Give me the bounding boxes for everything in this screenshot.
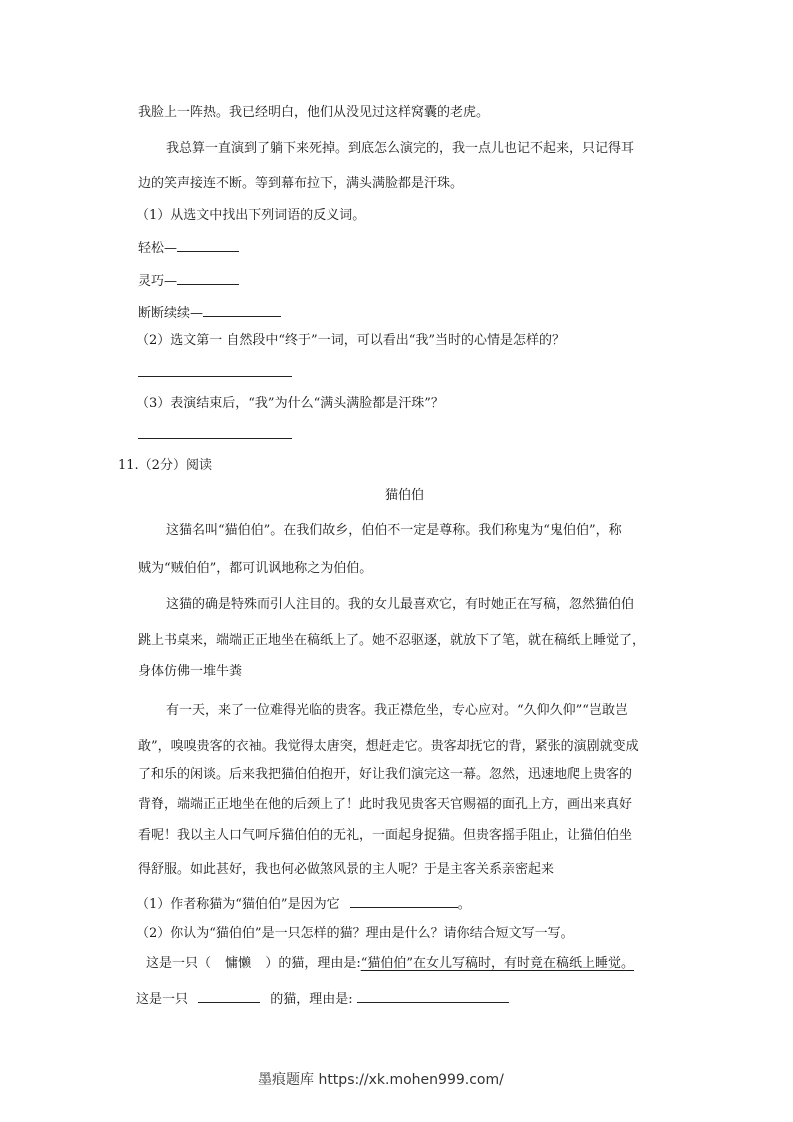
answer-blank[interactable] xyxy=(203,302,281,317)
answer-row xyxy=(136,988,509,1009)
question-10-1: （1）从选文中找出下列词语的反义词。 xyxy=(136,208,366,223)
answer-blank[interactable] xyxy=(177,270,239,285)
passage-line: 这猫的确是特殊而引人注目的。我的女儿最喜欢它，有时她正在写稿，忽然猫伯伯 xyxy=(166,597,635,612)
example-text: 这是一只（ xyxy=(146,956,212,971)
passage-line: 这猫名叫“猫伯伯”。在我们故乡，伯伯不一定是尊称。我们称鬼为“鬼伯伯”，称 xyxy=(166,523,622,538)
example-reason: “猫伯伯”在女儿写稿时，有时竟在稿纸上睡觉。 xyxy=(360,956,634,971)
passage-line: 边的笑声接连不断。等到幕布拉下，满头满脸都是汗珠。 xyxy=(138,176,464,191)
answer-text: 的猫，理由是: xyxy=(270,992,353,1007)
answer-blank[interactable] xyxy=(198,988,260,1003)
antonym-row xyxy=(138,302,281,323)
passage-title: 猫伯伯 xyxy=(385,488,425,503)
answer-line[interactable] xyxy=(138,362,292,383)
question-text: （1）作者称猫为“猫伯伯”是因为它 xyxy=(136,897,340,912)
passage-line: 跳上书桌来，端端正正地坐在稿纸上了。她不忍驱逐，就放下了笔，就在稿纸上睡觉了， xyxy=(138,633,646,648)
passage-line: 了和乐的闲谈。后来我把猫伯伯抱开，好让我们演完这一幕。忽然，迅速地爬上贵客的 xyxy=(138,767,633,782)
passage-line: 身体仿佛一堆牛粪 xyxy=(138,664,243,679)
question-11-1 xyxy=(136,893,471,914)
question-10-3: （3）表演结束后，“我”为什么“满头满脸都是汗珠”？ xyxy=(136,396,444,411)
question-10-2: （2）选文第一 自然段中“终于”一词，可以看出“我”当时的心情是怎样的？ xyxy=(136,333,565,348)
antonym-word: 断断续续— xyxy=(138,306,204,321)
answer-blank[interactable] xyxy=(177,237,239,252)
answer-line[interactable] xyxy=(138,424,292,445)
passage-line: 敢”，嗅嗅贵客的衣袖。我觉得太唐突，想赶走它。贵客却抚它的背，紧张的演剧就变成 xyxy=(138,739,639,754)
question-11-header: 11.（2分）阅读 xyxy=(118,458,212,473)
example-answer xyxy=(146,955,634,973)
passage-line: 我总算一直演到了躺下来死掉。到底怎么演完的，我一点儿也记不起来，只记得耳 xyxy=(166,141,635,156)
answer-text: 这是一只 xyxy=(136,992,189,1007)
answer-blank[interactable] xyxy=(350,893,458,908)
example-word: 慵懒 xyxy=(225,956,252,971)
question-11-2: （2）你认为“猫伯伯”是一只怎样的猫？理由是什么？请你结合短文写一写。 xyxy=(136,926,574,941)
passage-line: 贼为“贼伯伯”，都可讥讽地称之为伯伯。 xyxy=(138,561,373,576)
answer-blank[interactable] xyxy=(357,988,509,1003)
antonym-word: 轻松— xyxy=(138,241,178,256)
example-text: ）的猫，理由是: xyxy=(265,956,361,971)
passage-line: 我脸上一阵热。我已经明白，他们从没见过这样窝囊的老虎。 xyxy=(138,105,490,120)
antonym-row xyxy=(138,237,239,258)
passage-line: 得舒服。如此甚好，我也何必做煞风景的主人呢？于是主客关系亲密起来 xyxy=(138,862,555,877)
passage-line: 看呢！我以主人口气呵斥猫伯伯的无礼，一面起身捉猫。但贵客摇手阻止，让猫伯伯坐 xyxy=(138,828,633,843)
antonym-row xyxy=(138,270,239,291)
question-text: 。 xyxy=(457,897,471,912)
passage-line: 背脊，端端正正地坐在他的后颈上了！此时我见贵客天官赐福的面孔上方，画出来真好 xyxy=(138,797,633,812)
footer-watermark: 墨痕题库 https://xk.mohen999.com/ xyxy=(258,1072,504,1088)
passage-line: 有一天，来了一位难得光临的贵客。我正襟危坐，专心应对。“久仰久仰”“岂敢岂 xyxy=(166,703,628,718)
antonym-word: 灵巧— xyxy=(138,274,178,289)
